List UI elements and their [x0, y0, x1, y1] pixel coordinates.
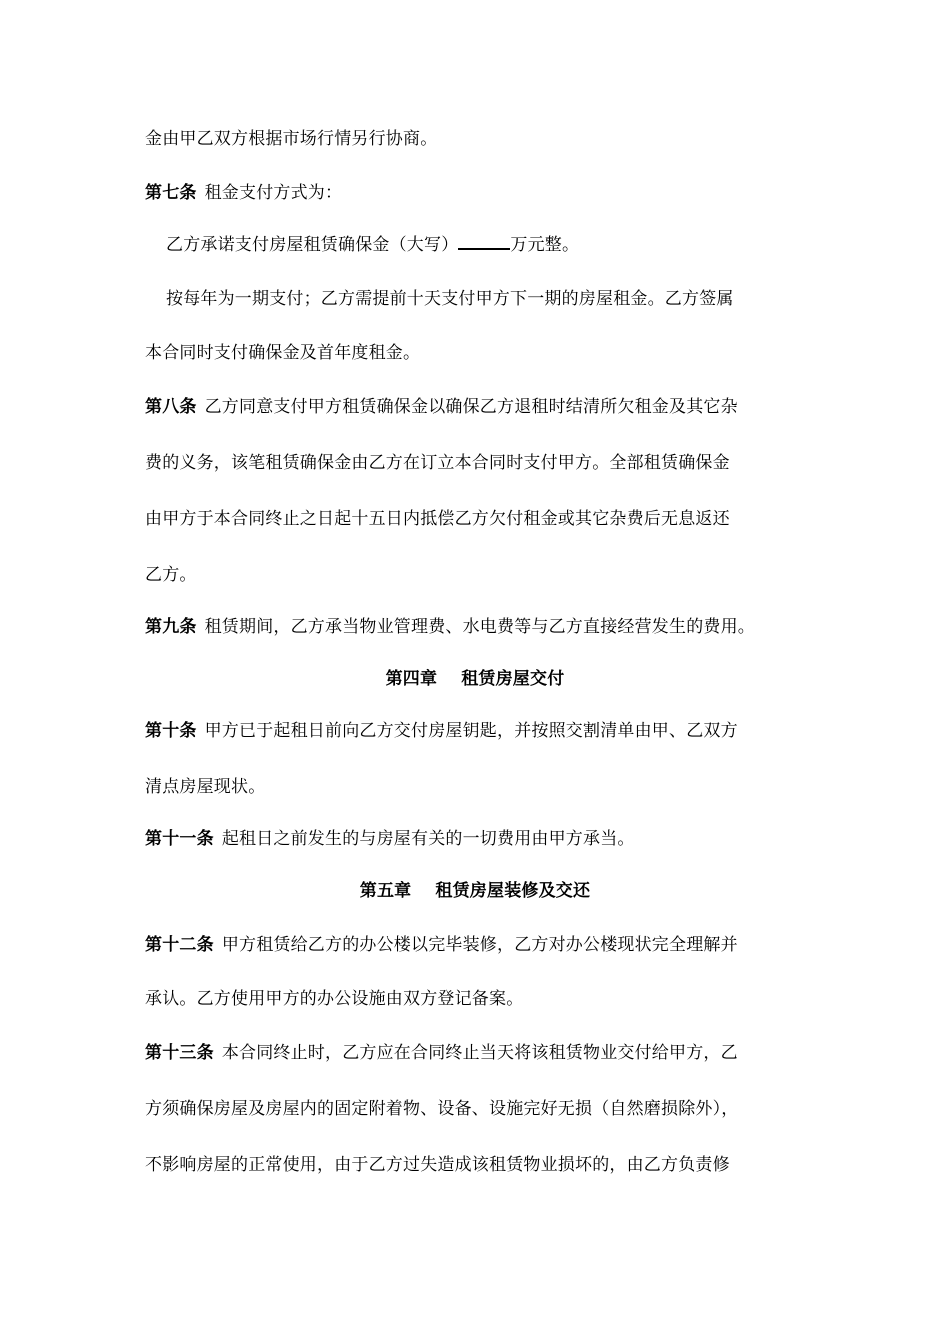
paragraph-line [166, 234, 579, 256]
paragraph-line [145, 776, 265, 798]
article-9 [145, 616, 755, 638]
text: 不影响房屋的正常使用，由于乙方过失造成该租赁物业损坏的，由乙方负责修 [145, 1155, 730, 1175]
paragraph-line [166, 288, 734, 310]
article-heading: 第十三条 [145, 1043, 214, 1063]
paragraph-line [145, 342, 420, 364]
article-13 [145, 1042, 738, 1064]
paragraph-line [145, 1098, 739, 1120]
article-text: 本合同终止时，乙方应在合同终止当天将该租赁物业交付给甲方，乙 [221, 1043, 738, 1063]
chapter-heading [0, 668, 950, 690]
chapter-title: 租赁房屋装修及交还 [435, 881, 591, 901]
chapter-number: 第四章 [385, 669, 438, 689]
paragraph-line [145, 1154, 730, 1176]
article-heading: 第十二条 [145, 935, 214, 955]
paragraph-line [145, 452, 730, 474]
article-12 [145, 934, 738, 956]
article-text: 甲方租赁给乙方的办公楼以完毕装修，乙方对办公楼现状完全理解并 [221, 935, 738, 955]
article-10 [145, 720, 738, 742]
article-7 [145, 182, 342, 204]
article-11 [145, 828, 635, 850]
article-heading: 第八条 [145, 397, 197, 417]
article-text: 乙方同意支付甲方租赁确保金以确保乙方退租时结清所欠租金及其它杂 [204, 397, 738, 417]
article-heading: 第九条 [145, 617, 197, 637]
text: 由甲方于本合同终止之日起十五日内抵偿乙方欠付租金或其它杂费后无息返还 [145, 509, 730, 529]
article-text: 起租日之前发生的与房屋有关的一切费用由甲方承当。 [221, 829, 635, 849]
text: 按每年为一期支付；乙方需提前十天支付甲方下一期的房屋租金。乙方签属 [166, 289, 734, 309]
text: 方须确保房屋及房屋内的固定附着物、设备、设施完好无损（自然磨损除外）， [145, 1099, 739, 1119]
paragraph-line [145, 508, 730, 530]
article-8 [145, 396, 738, 418]
chapter-number: 第五章 [359, 881, 412, 901]
article-text: 租赁期间，乙方承当物业管理费、水电费等与乙方直接经营发生的费用。 [204, 617, 756, 637]
chapter-heading [0, 880, 950, 902]
text: 费的义务，该笔租赁确保金由乙方在订立本合同时支付甲方。全部租赁确保金 [145, 453, 730, 473]
text: 金由甲乙双方根据市场行情另行协商。 [145, 129, 438, 149]
blank-underline [458, 234, 510, 250]
article-text: 甲方已于起租日前向乙方交付房屋钥匙，并按照交割清单由甲、乙双方 [204, 721, 738, 741]
text: 万元整。 [510, 235, 580, 255]
text: 乙方承诺支付房屋租赁确保金（大写） [166, 235, 459, 255]
paragraph-line [145, 128, 437, 150]
text: 清点房屋现状。 [145, 777, 266, 797]
article-heading: 第十一条 [145, 829, 214, 849]
text: 乙方。 [145, 565, 197, 585]
text: 本合同时支付确保金及首年度租金。 [145, 343, 421, 363]
paragraph-line [145, 988, 523, 1010]
article-heading: 第七条 [145, 183, 197, 203]
paragraph-line [145, 564, 197, 586]
text: 承认。乙方使用甲方的办公设施由双方登记备案。 [145, 989, 524, 1009]
article-text: 租金支付方式为： [204, 183, 343, 203]
article-heading: 第十条 [145, 721, 197, 741]
chapter-title: 租赁房屋交付 [461, 669, 565, 689]
